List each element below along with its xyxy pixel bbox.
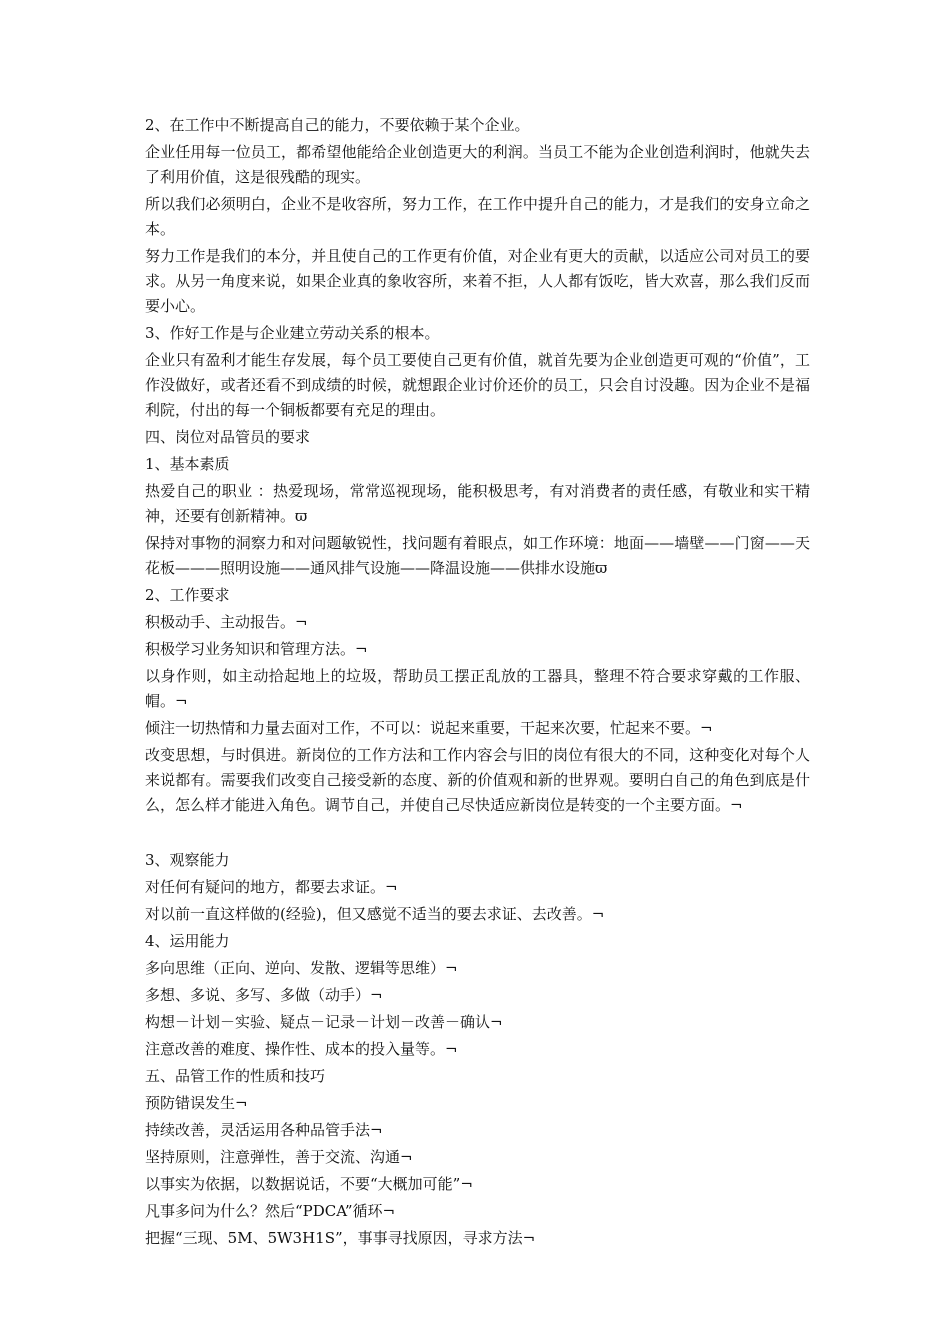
chapter-heading: 五、品管工作的性质和技巧 bbox=[145, 1067, 326, 1085]
section-heading: 3、作好工作是与企业建立劳动关系的根本。 bbox=[145, 324, 440, 342]
list-item: 改变思想，与时俱进。新岗位的工作方法和工作内容会与旧的岗位有很大的不同，这种变化对每个人来说都有。需要我们改变自己接受新的态度、新的价值观和新的世界观。要明白自己的角色到底是什么，怎么样才能进入角色。调节自己，并使自己尽快适应新岗位是转变的一个主要方面。¬ bbox=[145, 746, 810, 814]
list-item: 以事实为依据，以数据说话，不要“大概加可能”¬ bbox=[145, 1175, 473, 1193]
list-item: 多向思维（正向、逆向、发散、逻辑等思维）¬ bbox=[145, 959, 458, 977]
section-heading: 3、观察能力 bbox=[145, 851, 230, 869]
section-heading: 4、运用能力 bbox=[145, 932, 230, 950]
section-heading: 2、工作要求 bbox=[145, 586, 230, 604]
list-item: 持续改善，灵活运用各种品管手法¬ bbox=[145, 1121, 383, 1139]
list-item: 坚持原则，注意弹性，善于交流、沟通¬ bbox=[145, 1148, 413, 1166]
section-heading: 2、在工作中不断提高自己的能力，不要依赖于某个企业。 bbox=[145, 116, 530, 134]
paragraph: 所以我们必须明白，企业不是收容所，努力工作，在工作中提升自己的能力，才是我们的安身立命之本。 bbox=[145, 195, 810, 238]
list-item: 倾注一切热情和力量去面对工作，不可以：说起来重要，干起来次要，忙起来不要。¬ bbox=[145, 719, 713, 737]
list-item: 注意改善的难度、操作性、成本的投入量等。¬ bbox=[145, 1040, 458, 1058]
list-item: 凡事多问为什么？然后“PDCA”循环¬ bbox=[145, 1202, 396, 1220]
list-item: 对以前一直这样做的(经验)，但又感觉不适当的要去求证、去改善。¬ bbox=[145, 905, 605, 923]
list-item: 构想－计划－实验、疑点－记录－计划－改善－确认¬ bbox=[145, 1013, 503, 1031]
paragraph: 企业只有盈利才能生存发展，每个员工要使自己更有价值，就首先要为企业创造更可观的“价值”，工作没做好，或者还看不到成绩的时候，就想跟企业讨价还价的员工，只会自讨没趣。因为企业不是福利院，付出的每一个铜板都要有充足的理由。 bbox=[145, 351, 810, 419]
list-item: 多想、多说、多写、多做（动手）¬ bbox=[145, 986, 383, 1004]
document-body bbox=[145, 113, 810, 1253]
list-item: 以身作则，如主动拾起地上的垃圾，帮助员工摆正乱放的工器具，整理不符合要求穿戴的工作服、帽。¬ bbox=[145, 667, 810, 710]
list-item: 对任何有疑问的地方，都要去求证。¬ bbox=[145, 878, 398, 896]
chapter-heading: 四、岗位对品管员的要求 bbox=[145, 428, 311, 446]
paragraph: 企业任用每一位员工，都希望他能给企业创造更大的利润。当员工不能为企业创造利润时，他就失去了利用价值，这是很残酷的现实。 bbox=[145, 143, 810, 186]
list-item: 预防错误发生¬ bbox=[145, 1094, 248, 1112]
list-item: 积极动手、主动报告。¬ bbox=[145, 613, 308, 631]
paragraph: 保持对事物的洞察力和对问题敏锐性，找问题有着眼点，如工作环境：地面——墙壁——门窗——天花板———照明设施——通风排气设施——降温设施——供排水设施ϖ bbox=[145, 534, 810, 577]
list-item: 积极学习业务知识和管理方法。¬ bbox=[145, 640, 368, 658]
paragraph: 热爱自己的职业 ：热爱现场，常常巡视现场，能积极思考，有对消费者的责任感，有敬业和实干精神，还要有创新精神。ϖ bbox=[145, 482, 810, 525]
paragraph: 努力工作是我们的本分，并且使自己的工作更有价值，对企业有更大的贡献，以适应公司对员工的要求。从另一角度来说，如果企业真的象收容所，来着不拒，人人都有饭吃，皆大欢喜，那么我们反而要小心。 bbox=[145, 247, 810, 315]
list-item: 把握“三现、5M、5W3H1S”，事事寻找原因，寻求方法¬ bbox=[145, 1229, 536, 1247]
section-heading: 1、基本素质 bbox=[145, 455, 230, 473]
